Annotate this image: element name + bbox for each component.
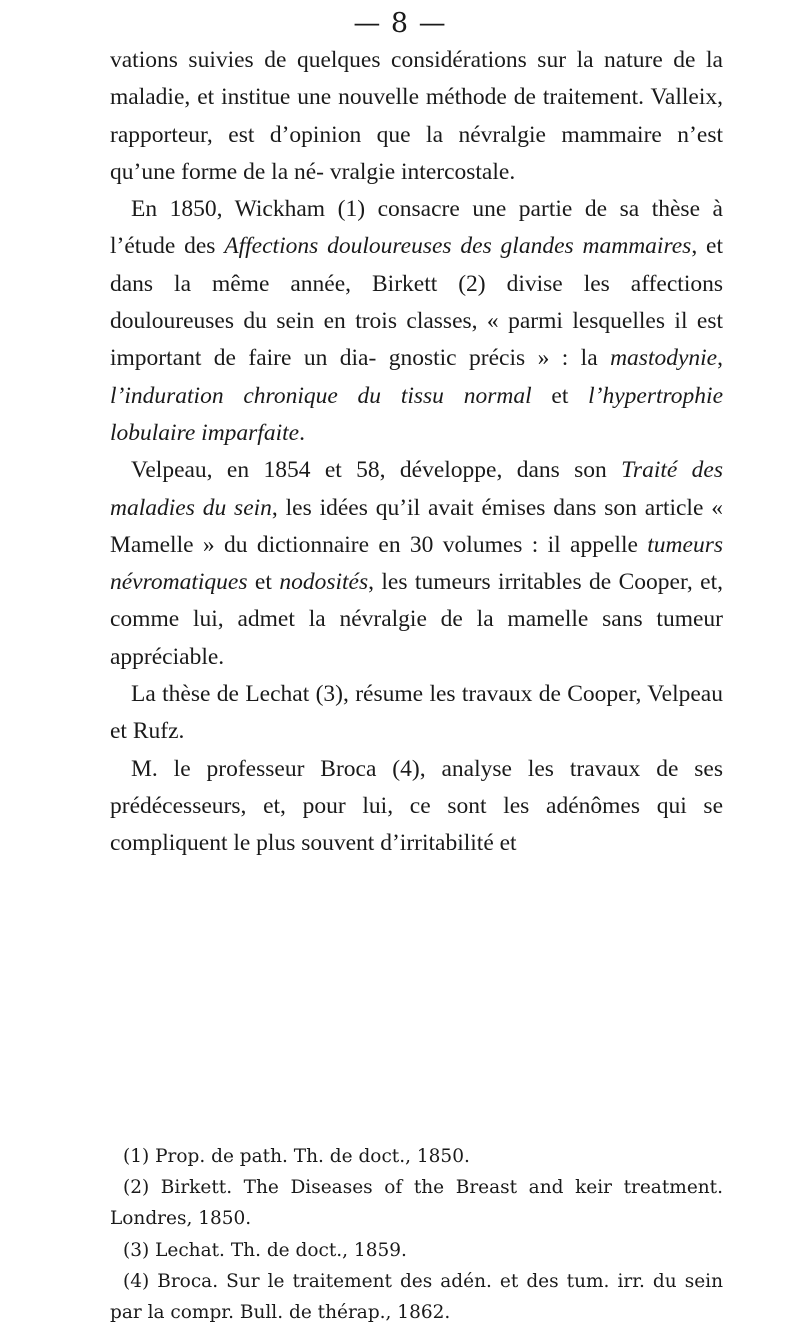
main-text xyxy=(110,42,723,863)
text-run: En 1850, Wickham (1) consacre une partie de sa thèse à l’étude des xyxy=(110,196,723,260)
text-run: . xyxy=(299,419,305,446)
italic-title: Affections douloureuses des glandes mammaires xyxy=(224,233,692,260)
italic-term: l’hypertrophie lobulaire imparfaite xyxy=(110,382,723,446)
footnote-1: (1) Prop. de path. Th. de doct., 1850. xyxy=(123,1146,470,1167)
paragraph-5: M. le professeur Broca (4), analyse les travaux de ses prédécesseurs, et, pour lui, ce sont les adénômes qui se compliquent le plus souvent d’irritabilité et xyxy=(110,755,723,857)
footnote-2: (2) Birkett. The Diseases of the Breast and keir treatment. Londres, 1850. xyxy=(110,1177,723,1230)
text-run: , les tumeurs irritables de Cooper, et, comme lui, admet la névralgie de la mamelle sans tumeur appréciable. xyxy=(110,569,723,670)
italic-term: tumeurs névromatiques xyxy=(110,531,723,596)
text-run: , xyxy=(717,345,723,372)
text-run: et xyxy=(531,382,589,409)
italic-title: Traité des maladies du sein xyxy=(110,457,724,521)
text-run: et xyxy=(247,569,280,596)
paragraph-2 xyxy=(110,191,723,452)
text-run: , et dans la même année, Birkett (2) divise les affections douloureuses du sein en trois classes, « parmi lesquelles il est important de faire un dia- gnostic précis » : la xyxy=(110,233,723,372)
footnote-3: (3) Lechat. Th. de doct., 1859. xyxy=(123,1239,407,1261)
paragraph-3 xyxy=(110,452,723,676)
text-run: , les idées qu’il avait émises dans son article « Mamelle » du dictionnaire en 30 volumes : il appelle xyxy=(110,494,723,558)
paragraph-4: La thèse de Lechat (3), résume les travaux de Cooper, Velpeau et Rufz. xyxy=(110,681,723,745)
italic-term: nodosités xyxy=(279,569,369,596)
page-number: — 8 — xyxy=(353,8,447,39)
italic-term: l’induration chronique du tissu normal xyxy=(110,382,532,409)
footnote-4: (4) Broca. Sur le traitement des adén. et des tum. irr. du sein par la compr. Bull. de thérap., 1862. xyxy=(110,1270,723,1324)
paragraph-1: vations suivies de quelques considérations sur la nature de la maladie, et institue une nouvelle méthode de traitement. Valleix, rapporteur, est d’opinion que la névralgie mammaire n’est qu’une forme de la né- vralgie intercostale. xyxy=(110,47,723,185)
italic-term: mastodynie xyxy=(610,345,718,372)
footnotes xyxy=(110,1141,723,1328)
text-run: Velpeau, en 1854 et 58, développe, dans son xyxy=(131,457,622,484)
